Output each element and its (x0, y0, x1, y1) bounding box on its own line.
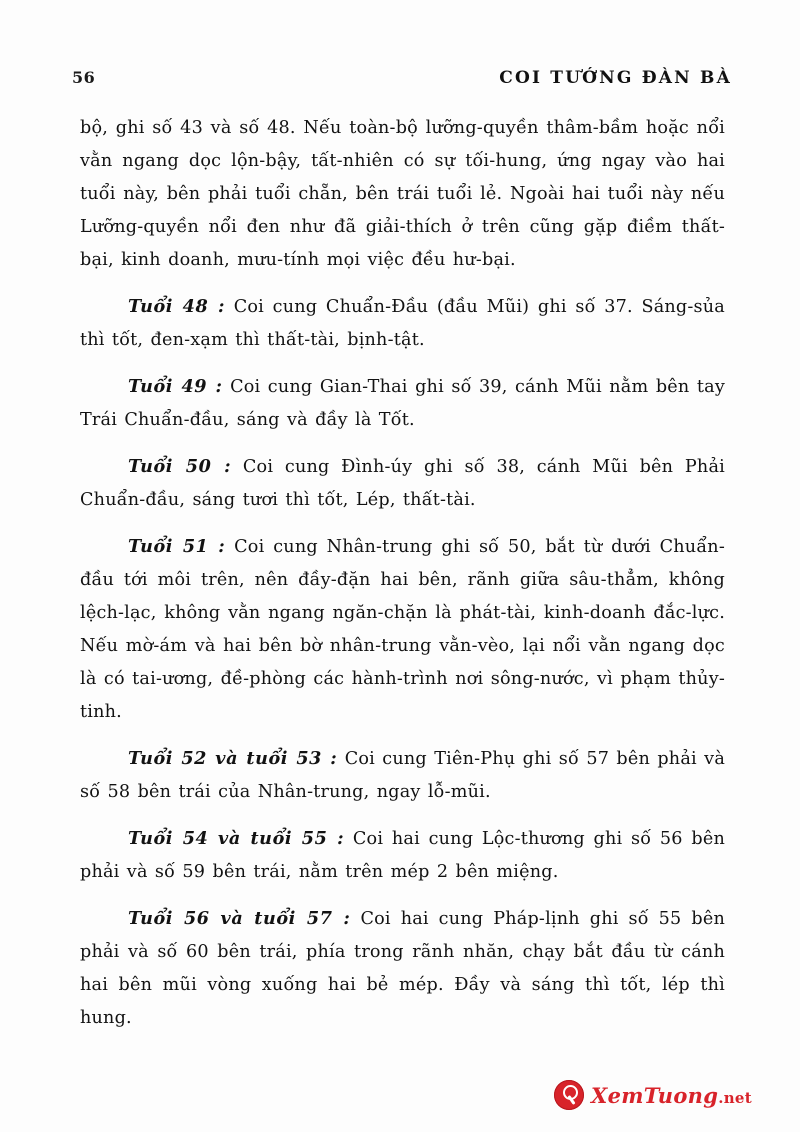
paragraph-lead: Tuổi 48 : (128, 296, 226, 317)
paragraph-lead: Tuổi 50 : (128, 456, 232, 477)
paragraph-lead: Tuổi 54 và tuổi 55 : (128, 828, 345, 849)
paragraph (80, 530, 725, 729)
paragraph-text: Coi cung Tiên-Phụ ghi số 57 bên phải và số 58 bên trái của Nhân-trung, ngay lỗ-mũi. (80, 749, 726, 802)
paragraph (80, 290, 725, 357)
paragraph-text: Coi cung Chuẩn-Đầu (đầu Mũi) ghi số 37. Sáng-sủa thì tốt, đen-xạm thì thất-tài, bịnh-tật. (80, 297, 725, 350)
paragraph-lead: Tuổi 51 : (128, 536, 226, 557)
paragraph-text: bộ, ghi số 43 và số 48. Nếu toàn-bộ lưỡng-quyền thâm-bầm hoặc nổi vằn ngang dọc lộn-bậy, tất-nhiên có sự tối-hung, ứng ngay vào hai tuổi này, bên phải tuổi chẵn, bên trái tuổi lẻ. Ngoài hai tuổi này nếu Lưỡng-quyền nổi đen như đã giải-thích ở trên cũng gặp điềm thất-bại, kinh doanh, mưu-tính mọi việc đều hư-bại. (80, 118, 725, 270)
paragraph (80, 370, 725, 437)
paragraph (80, 822, 725, 889)
watermark-tld: .net (718, 1088, 752, 1107)
watermark-name: XemTuong (590, 1082, 719, 1108)
paragraph (80, 742, 725, 809)
page-number: 56 (72, 68, 96, 87)
watermark-label (591, 1083, 752, 1108)
paragraph-text: Coi hai cung Lộc-thương ghi số 56 bên phải và số 59 bên trái, nằm trên mép 2 bên miệng. (80, 829, 725, 882)
page-body (80, 112, 725, 1048)
paragraph-lead: Tuổi 49 : (128, 376, 223, 397)
paragraph (80, 450, 725, 517)
yin-yang-icon (554, 1080, 584, 1110)
paragraph (80, 902, 725, 1035)
paragraph-text: Coi hai cung Pháp-lịnh ghi số 55 bên phải và số 60 bên trái, phía trong rãnh nhăn, chạy bắt đầu từ cánh hai bên mũi vòng xuống hai bẻ mép. Đầy và sáng thì tốt, lép thì hung. (80, 909, 725, 1028)
paragraph-text: Coi cung Gian-Thai ghi số 39, cánh Mũi nằm bên tay Trái Chuẩn-đầu, sáng và đầy là Tốt. (80, 377, 725, 430)
site-watermark (554, 1080, 752, 1110)
running-head: COI TƯỚNG ĐÀN BÀ (499, 68, 732, 88)
paragraph-text: Coi cung Nhân-trung ghi số 50, bắt từ dưới Chuẩn-đầu tới môi trên, nên đầy-đặn hai bên, rãnh giữa sâu-thẳm, không lệch-lạc, không vằn ngang ngăn-chặn là phát-tài, kinh-doanh đắc-lực. Nếu mờ-ám và hai bên bờ nhân-trung vằn-vèo, lại nổi vằn ngang dọc là có tai-ương, đề-phòng các hành-trình nơi sông-nước, vì phạm thủy-tinh. (80, 537, 725, 722)
paragraph-text: Coi cung Đình-úy ghi số 38, cánh Mũi bên Phải Chuẩn-đầu, sáng tươi thì tốt, Lép, thất-tài. (80, 457, 725, 510)
paragraph (80, 112, 725, 277)
page-header (72, 68, 732, 94)
paragraph-lead: Tuổi 52 và tuổi 53 : (128, 748, 338, 769)
paragraph-lead: Tuổi 56 và tuổi 57 : (128, 908, 351, 929)
